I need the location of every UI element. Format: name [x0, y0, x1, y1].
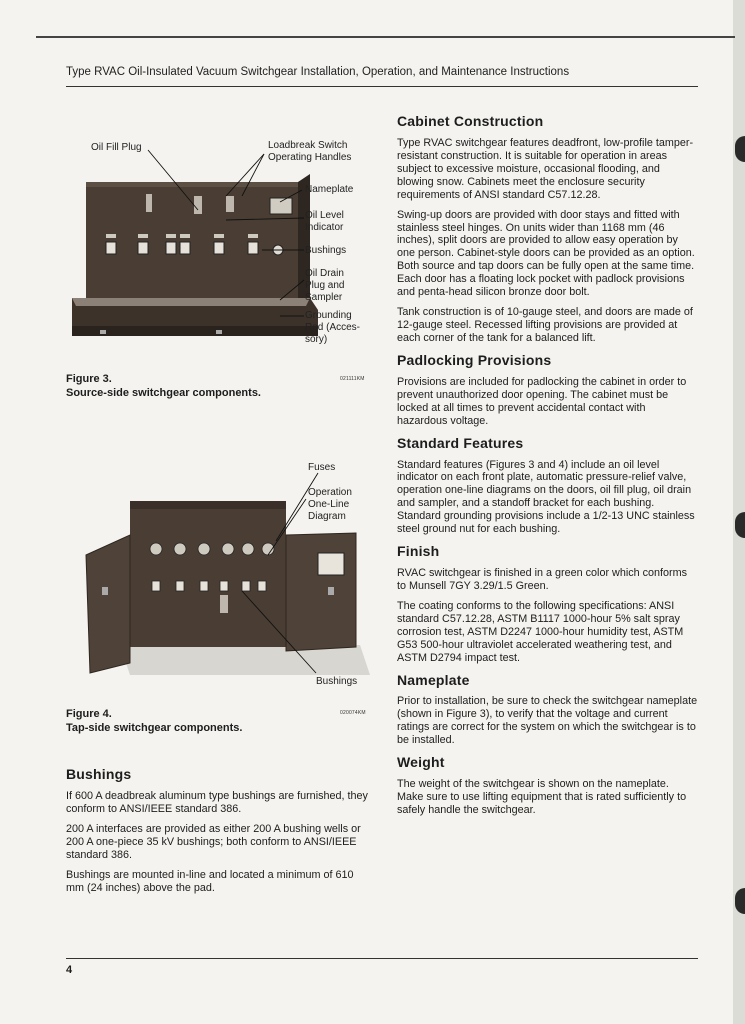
finish-paragraph: The coating conforms to the following specifications: ANSI standard C57.12.28, ASTM B1117 1000-hour 5% salt spray corrosion test, ASTM D2247 1000-hour humidity test, ASTM G53 500-hour ultraviolet accelerated weathering test, and ASTM D2794 impact test.: [397, 599, 684, 664]
finish-section: [397, 543, 698, 664]
callout-loadbreak: [268, 140, 351, 164]
callout-line: Rod (Acces-: [305, 322, 361, 334]
finish-heading: Finish: [397, 543, 440, 560]
standard-features-paragraph: Standard features (Figures 3 and 4) include an oil level indicator on each front plate, automatic pressure-relief valve, operation one-line diagrams on the doors, oil fill plug, oil drain and sampler, and a standoff bracket for each bushing. Standard grounding provisions include a 1/2-13 UNC stainless steel ground nut for each bushing.: [397, 458, 695, 536]
running-header: Type RVAC Oil-Insulated Vacuum Switchgear Installation, Operation, and Maintenance Instructions: [66, 66, 570, 78]
bushings-paragraph: 200 A interfaces are provided as either 200 A bushing wells or 200 A one-piece 35 kV bushings; both conform to ANSI/IEEE standard 386.: [66, 822, 361, 861]
callout-oil-drain: [305, 268, 344, 305]
standard-features-section: [397, 435, 698, 537]
cabinet-paragraph: Tank construction is of 10-gauge steel, and doors are made of 12-gauge steel. Recessed lifting provisions are provided at each corner of the tank for a balanced lift.: [397, 306, 693, 345]
callout-line: Diagram: [308, 511, 346, 523]
callout-line: One-Line: [308, 499, 350, 511]
padlocking-heading: Padlocking Provisions: [397, 352, 552, 369]
figure-3-label: Figure 3.: [66, 373, 112, 385]
nameplate-paragraph: Prior to installation, be sure to check the switchgear nameplate (shown in Figure 3), to verify that the voltage and current ratings are correct for the system on which the switchgear is to be installed.: [397, 695, 698, 747]
padlocking-paragraph: Provisions are included for padlocking the cabinet in order to prevent unauthorized door opening. The cabinet must be locked at all times to prevent accidental contact with hazardous voltage.: [397, 375, 687, 427]
callout-oil-level: [305, 210, 344, 234]
callout-line: Oil Level: [305, 210, 344, 221]
cabinet-construction-heading: Cabinet Construction: [397, 113, 544, 129]
weight-paragraph: The weight of the switchgear is shown on the nameplate. Make sure to use lifting equipment that is rated sufficiently to safely handle the switchgear.: [397, 778, 687, 816]
finish-paragraph: RVAC switchgear is finished in a green color which conforms to Munsell 7GY 3.29/1.5 Green.: [397, 567, 688, 592]
callout-line: Indicator: [305, 222, 344, 234]
footer-rule: [66, 958, 698, 959]
right-column: [397, 113, 698, 824]
figure-4-caption: [66, 708, 242, 736]
callout-operation-diagram: [308, 487, 352, 524]
nameplate-heading: Nameplate: [397, 671, 470, 688]
standard-features-heading: Standard Features: [397, 434, 524, 451]
cabinet-construction-section: [397, 113, 698, 345]
callout-line: Plug and: [305, 280, 345, 292]
figure-3-caption: [66, 373, 261, 401]
header-rule: [66, 86, 698, 87]
page-number: 4: [66, 964, 73, 976]
padlocking-section: [397, 352, 698, 428]
top-rule: [36, 36, 735, 38]
cabinet-paragraph: Type RVAC switchgear features deadfront, low-profile tamper-resistant construction. It is suitable for operation in areas subject to excessive moisture, occasional flooding, and blowing snow. Cabinets meet the enclosure security requirements of ANSI standard C57.12.28.: [397, 136, 694, 201]
bushings-paragraph: If 600 A deadbreak aluminum type bushings are furnished, they conform to ANSI/IEEE standard 386.: [66, 789, 368, 815]
binder-hole: [735, 888, 745, 914]
binder-hole: [735, 512, 745, 538]
callout-line: Sampler: [305, 292, 343, 304]
callout-grounding: [305, 310, 360, 347]
callout-nameplate: Nameplate: [305, 184, 354, 195]
callout-fuses: Fuses: [308, 462, 336, 473]
callout-bushings: Bushings: [305, 245, 347, 256]
callout-line: Loadbreak Switch: [268, 140, 348, 151]
binder-hole: [735, 136, 745, 162]
weight-heading: Weight: [397, 754, 445, 771]
callout-line: Operation: [308, 487, 352, 498]
figure-3-caption-text: Source-side switchgear components.: [66, 386, 261, 399]
figure-4-label: Figure 4.: [66, 708, 112, 720]
callout-oil-fill-plug: Oil Fill Plug: [91, 142, 142, 153]
figure-4-id: 020074KM: [340, 710, 366, 716]
callout-line: sory): [305, 334, 328, 346]
callout-bushings: Bushings: [316, 676, 358, 687]
figure-3-id: 021111KM: [340, 376, 365, 382]
callout-line: Operating Handles: [268, 152, 352, 164]
callout-line: Grounding: [305, 310, 352, 321]
bushings-section: [66, 766, 370, 901]
bushings-heading: Bushings: [66, 766, 132, 782]
figure-4-caption-text: Tap-side switchgear components.: [66, 721, 243, 734]
binder-edge: [733, 0, 745, 1024]
callout-line: Oil Drain: [305, 268, 344, 279]
cabinet-paragraph: Swing-up doors are provided with door stays and fitted with stainless steel hinges. On units wider than 1168 mm (46 inches), split doors are provided to allow easy operation by one person. Cabinet-style doors can be provided as an option. Both source and tap doors can be fully open at the same time. Each door has a floating lock pocket with padlock provisions and penta-head silicon bronze door bolt.: [397, 208, 695, 299]
nameplate-section: [397, 672, 698, 748]
bushings-paragraph: Bushings are mounted in-line and located a minimum of 610 mm (24 inches) above the pad.: [66, 868, 354, 894]
weight-section: [397, 754, 698, 817]
